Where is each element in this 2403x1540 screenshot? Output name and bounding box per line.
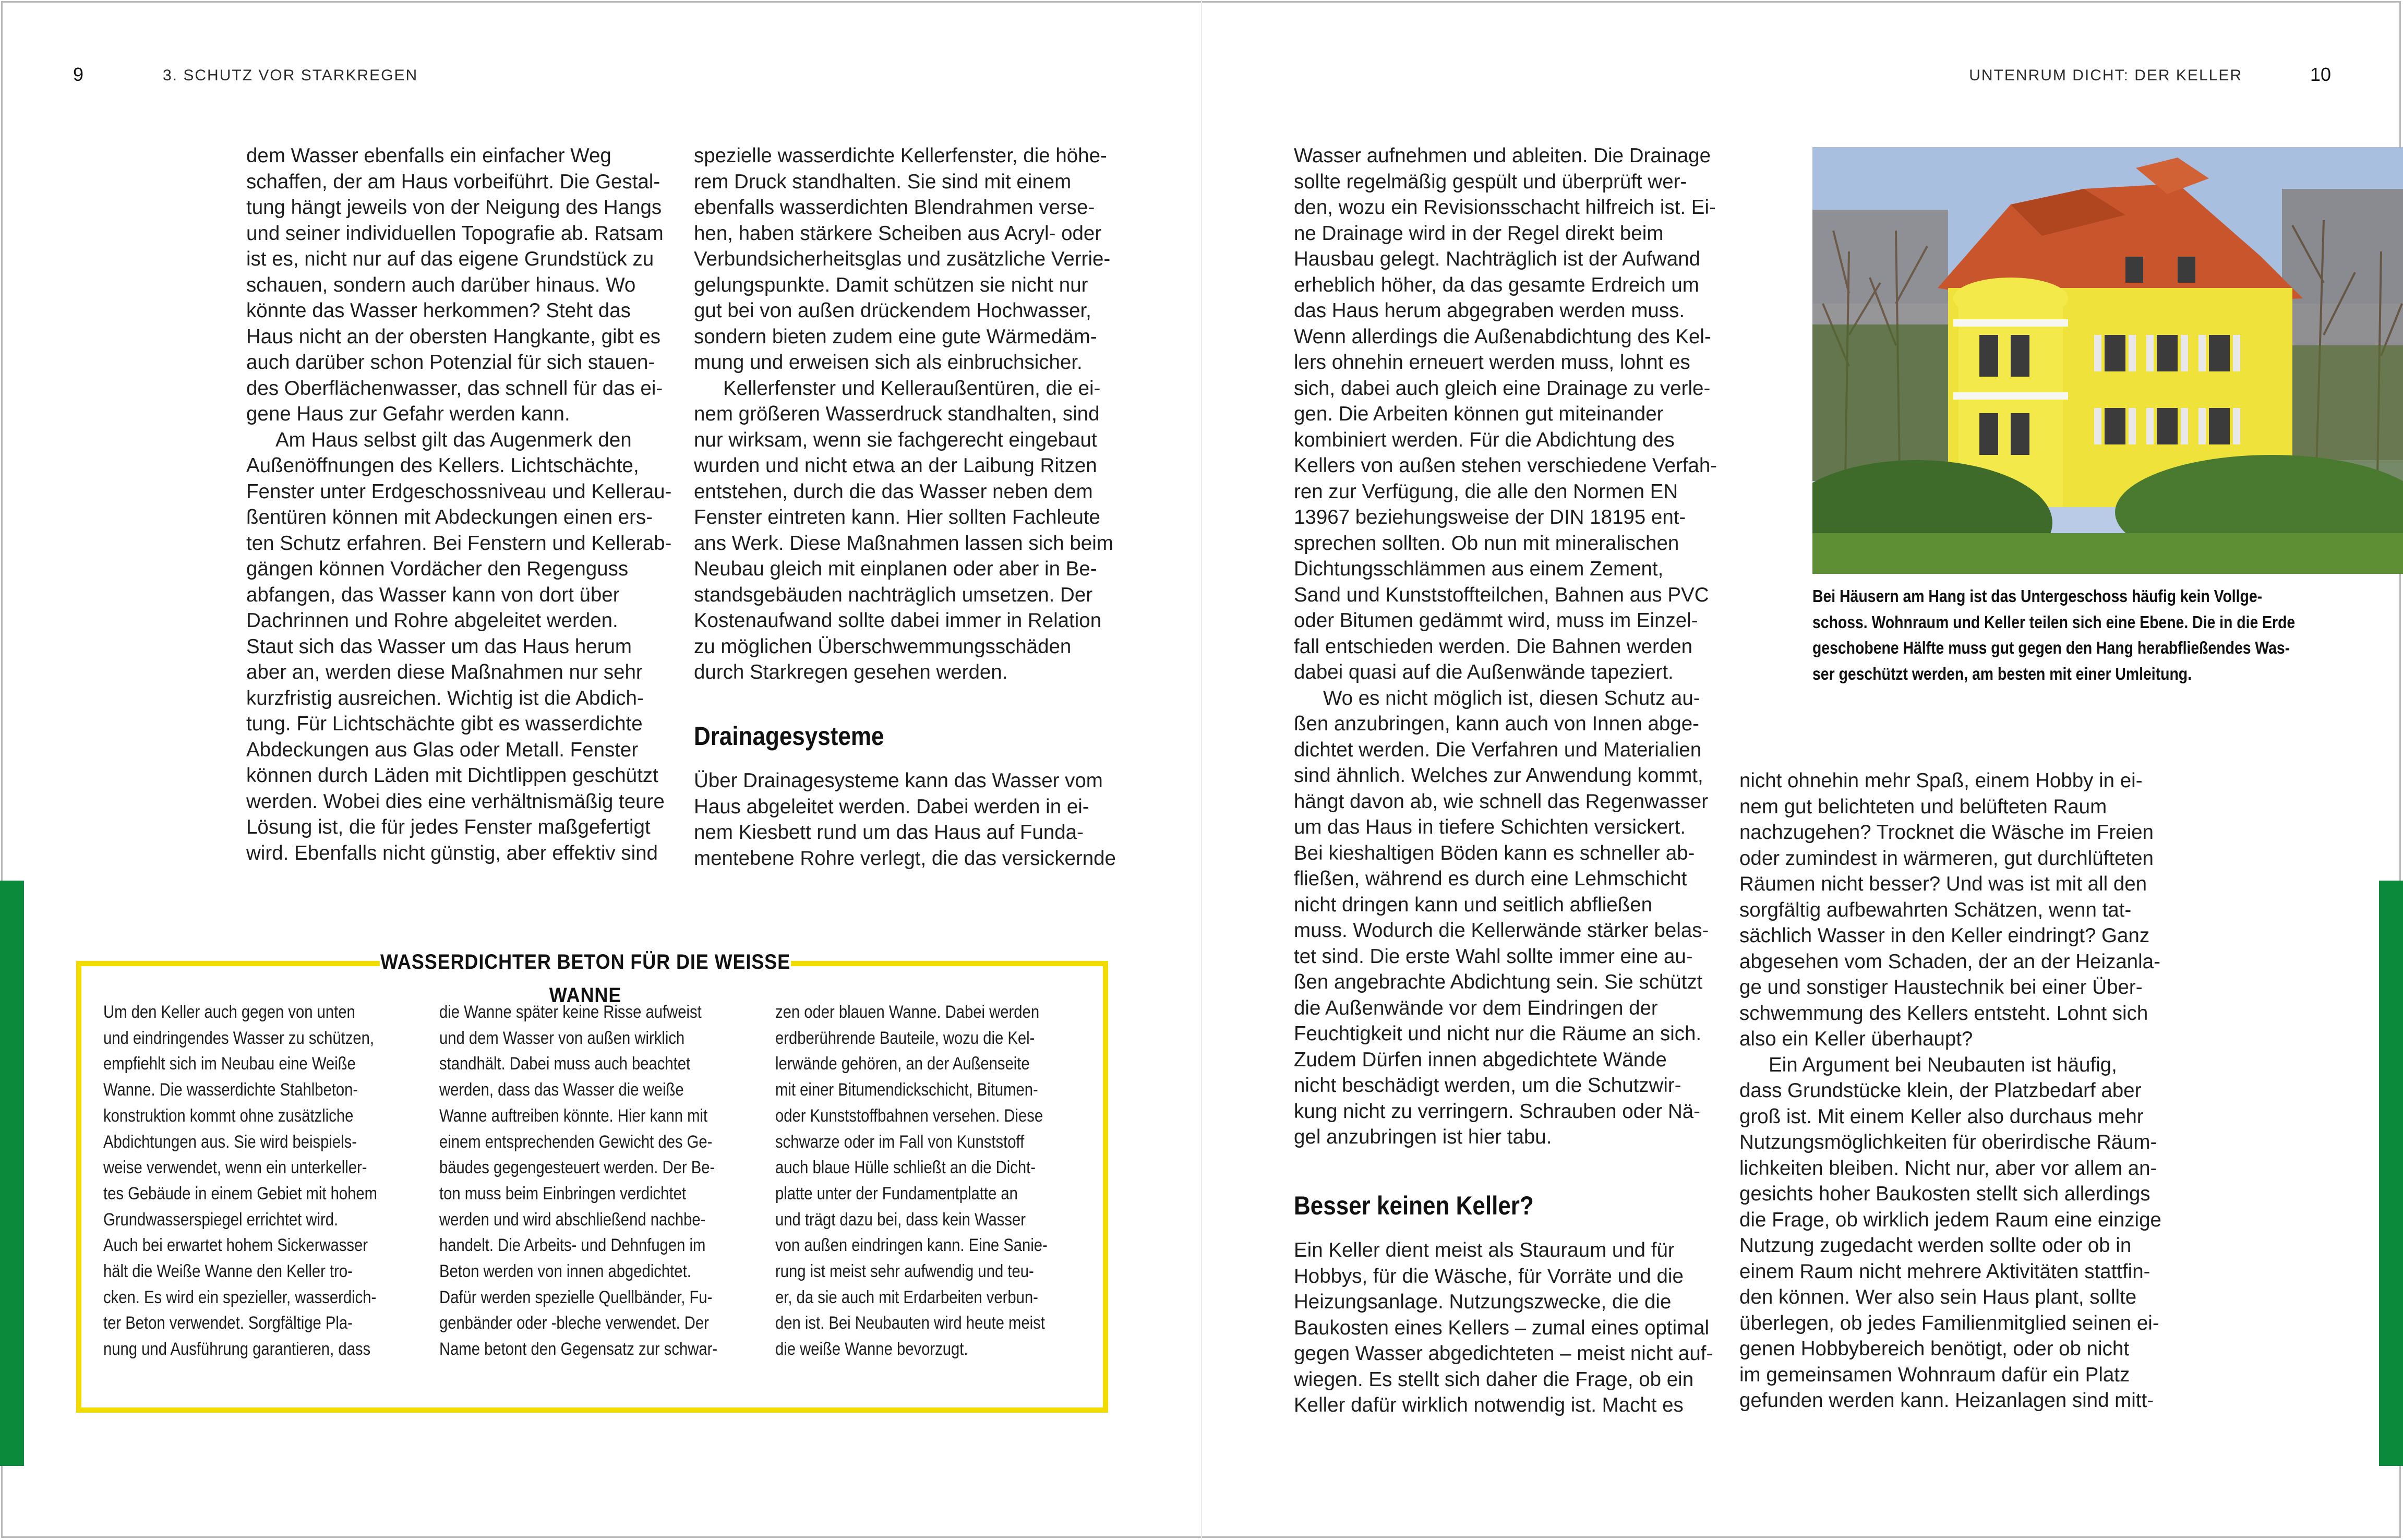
text-line: Bei kieshaltigen Böden kann es schneller ab- (1294, 841, 1695, 864)
text-line: ans Werk. Diese Maßnahmen lassen sich beim (694, 532, 1113, 555)
text-line: von außen eindringen kann. Eine Sanie- (775, 1235, 1048, 1256)
text-line: könnte das Wasser herkommen? Steht das (246, 299, 631, 322)
text-line: also ein Keller überhaupt? (1739, 1028, 1973, 1050)
text-line: die Frage, ob wirklich jedem Raum eine einzige (1739, 1208, 2161, 1231)
text-line: Dachrinnen und Rohre abgeleitet werden. (246, 609, 618, 632)
text-line: lers ohnehin erneuert werden muss, lohnt es (1294, 351, 1690, 374)
text-line: sächlich Wasser in den Keller eindringt? Ganz (1739, 924, 2150, 947)
left-page-column-1 (246, 143, 674, 866)
text-line: hängt davon ab, wie schnell das Regenwasser (1294, 790, 1709, 813)
text-line: Name betont den Gegensatz zur schwar- (439, 1339, 718, 1359)
text-line: ton muss beim Einbringen verdichtet (439, 1183, 686, 1204)
text-line: kung nicht zu verringern. Schrauben oder Nä- (1294, 1100, 1700, 1123)
text-line: nem größeren Wasserdruck standhalten, sind (694, 403, 1100, 425)
text-line: gefunden werden kann. Heizanlagen sind mitt- (1739, 1389, 2154, 1412)
text-line: den, wozu ein Revisionsschacht hilfreich ist. Ei- (1294, 196, 1716, 219)
text-line: die Außenwände vor dem Eindringen der (1294, 996, 1658, 1019)
text-line: Keller dafür wirklich notwendig ist. Macht es (1294, 1394, 1684, 1416)
text-line: hält die Weiße Wanne den Keller tro- (103, 1261, 353, 1282)
text-line: sind ähnlich. Welches zur Anwendung kommt, (1294, 764, 1703, 787)
text-line: zen oder blauen Wanne. Dabei werden (775, 1002, 1040, 1022)
text-line: gen. Die Arbeiten können gut miteinander (1294, 403, 1664, 425)
text-line: auch blaue Hülle schließt an die Dicht- (775, 1158, 1036, 1178)
text-line: Fenster eintreten kann. Hier sollten Fachleute (694, 506, 1100, 528)
text-line: schauen, sondern auch darüber hinaus. Wo (246, 273, 636, 296)
text-line: und eindringendes Wasser zu schützen, (103, 1028, 375, 1048)
left-page-number: 9 (73, 64, 84, 85)
text-line: Ein Keller dient meist als Stauraum und für (1294, 1239, 1675, 1261)
text-line: schwemmung des Kellers entsteht. Lohnt sich (1739, 1002, 2148, 1025)
text-line: erdberührende Bauteile, wozu die Kel- (775, 1028, 1035, 1048)
text-line: kombiniert werden. Für die Abdichtung des (1294, 428, 1675, 451)
text-line: auch darüber schon Potenzial für sich stauen- (246, 351, 655, 374)
text-line: bäudes gegengesteuert werden. Der Be- (439, 1158, 715, 1178)
text-line: werden, dass das Wasser die weiße (439, 1080, 684, 1100)
left-page-column-2-continued (694, 768, 1127, 871)
info-box-column-3 (775, 1000, 1048, 1363)
text-line: entstehen, durch die das Wasser neben dem (694, 480, 1093, 503)
right-page-column-1-continued (1294, 1237, 1732, 1418)
text-line: Fenster unter Erdgeschossniveau und Kellerau- (246, 480, 672, 503)
text-line: einem Raum nicht mehrere Aktivitäten stattfin- (1739, 1260, 2150, 1283)
text-line: Kostenaufwand sollte dabei immer in Relation (694, 609, 1102, 632)
text-line: gut bei von außen drückendem Hochwasser, (694, 299, 1091, 322)
text-line: und dem Wasser von außen wirklich (439, 1028, 685, 1048)
text-line: Hausbau gelegt. Nachträglich ist der Aufwand (1294, 248, 1701, 270)
text-line: Verbundsicherheitsglas und zusätzliche Verrie- (694, 248, 1111, 270)
text-line: ebenfalls wasserdichten Blendrahmen verse- (694, 196, 1095, 219)
text-line: Dichtungsschlämmen aus einem Zement, (1294, 558, 1664, 580)
text-line: Heizungsanlage. Nutzungszwecke, die die (1294, 1291, 1672, 1313)
text-line: schwarze oder im Fall von Kunststoff (775, 1132, 1025, 1152)
text-line: dem Wasser ebenfalls ein einfacher Weg (246, 145, 611, 167)
text-line: ßentüren können mit Abdeckungen einen ers- (246, 506, 653, 528)
text-line: werden. Wobei dies eine verhältnismäßig teure (246, 790, 665, 813)
text-line: cken. Es wird ein spezieller, wasserdich- (103, 1287, 377, 1307)
text-line: nem Kiesbett rund um das Haus auf Funda- (694, 821, 1084, 844)
text-line: nicht ohnehin mehr Spaß, einem Hobby in ei- (1739, 769, 2143, 792)
text-line: lichkeiten bleiben. Nicht nur, aber vor allem an- (1739, 1157, 2157, 1180)
text-line: erheblich höher, da das gesamte Erdreich um (1294, 273, 1699, 296)
text-line: ne Drainage wird in der Regel direkt beim (1294, 222, 1664, 245)
right-page-number: 10 (2310, 64, 2331, 85)
text-line: dabei quasi auf die Außenwände tapeziert. (1294, 661, 1674, 683)
text-line: gene Haus zur Gefahr werden kann. (246, 403, 570, 425)
text-line: ren zur Verfügung, die alle den Normen EN (1294, 480, 1678, 503)
text-line: ter Beton verwendet. Sorgfältige Pla- (103, 1313, 353, 1333)
text-line: die Wanne später keine Risse aufweist (439, 1002, 702, 1022)
left-page-column-2 (694, 143, 1127, 685)
text-line: und seiner individuellen Topografie ab. Ratsam (246, 222, 664, 245)
text-line: ßen angebrachte Abdichtung sein. Sie schützt (1294, 971, 1703, 993)
text-line: Am Haus selbst gilt das Augenmerk den (275, 428, 632, 451)
text-line: ge und sonstiger Haustechnik bei einer Über- (1739, 976, 2143, 998)
text-line: gesichts hoher Baukosten stellt sich allerdings (1739, 1183, 2150, 1205)
text-line: des Oberflächenwasser, das schnell für das ei- (246, 377, 663, 400)
text-line: Kellerfenster und Kelleraußentüren, die ei- (723, 377, 1101, 400)
text-line: weise verwendet, wenn ein unterkeller- (103, 1158, 367, 1178)
text-line: gelungspunkte. Damit schützen sie nicht nur (694, 273, 1088, 296)
text-line: schaffen, der am Haus vorbeiführt. Die Gestal- (246, 170, 660, 193)
text-line: mentebene Rohre verlegt, die das versickernde (694, 847, 1116, 870)
text-line: ßen anzubringen, kann auch von Innen abge- (1294, 713, 1699, 735)
text-line: fließen, während es durch eine Lehmschicht (1294, 868, 1687, 890)
text-line: Wasser aufnehmen und ableiten. Die Drainage (1294, 145, 1711, 167)
text-line: aber an, werden diese Maßnahmen nur sehr (246, 661, 643, 683)
text-line: Kellers von außen stehen verschiedene Verfah- (1294, 454, 1717, 477)
text-line: mung und erweisen sich als einbruchsicher. (694, 351, 1083, 374)
text-line: wurden und nicht etwa an der Laibung Ritzen (694, 454, 1097, 477)
text-line: genen Hobbybereich benötigt, oder ob nicht (1739, 1338, 2130, 1360)
text-line: gel anzubringen ist hier tabu. (1294, 1126, 1552, 1148)
text-line: oder Bitumen gedämmt wird, muss im Einzel- (1294, 609, 1698, 632)
text-line: Lösung ist, die für jedes Fenster maßgefertigt (246, 816, 651, 838)
heading-drainagesysteme: Drainagesysteme (694, 721, 884, 751)
text-line: Haus abgeleitet werden. Dabei werden in ei- (694, 795, 1089, 818)
text-line: platte unter der Fundamentplatte an (775, 1183, 1018, 1204)
text-line: zu möglichen Überschwemmungsschäden (694, 635, 1072, 658)
text-line: hen, haben stärkere Scheiben aus Acryl- oder (694, 222, 1102, 245)
text-line: Um den Keller auch gegen von unten (103, 1002, 355, 1022)
text-line: sondern bieten zudem eine gute Wärmedäm- (694, 325, 1097, 348)
text-line: groß ist. Mit einem Keller also durchaus mehr (1739, 1105, 2144, 1128)
text-line: Dafür werden spezielle Quellbänder, Fu- (439, 1287, 713, 1307)
text-line: sich, dabei auch gleich eine Drainage zu verle- (1294, 377, 1711, 400)
photo-caption (1812, 583, 2297, 687)
text-line: konstruktion kommt ohne zusätzliche (103, 1105, 354, 1126)
text-line: Wanne auftreiben könnte. Hier kann mit (439, 1105, 708, 1126)
text-line: sorgfältig aufbewahrten Schätzen, wenn tat- (1739, 898, 2132, 921)
text-line: 13967 beziehungsweise der DIN 18195 ent- (1294, 506, 1686, 528)
text-line: überlegen, ob jedes Familienmitglied seinen ei- (1739, 1312, 2159, 1334)
text-line: standhält. Dabei muss auch beachtet (439, 1054, 691, 1074)
text-line: dichtet werden. Die Verfahren und Materialien (1294, 738, 1702, 761)
text-line: geschobene Hälfte muss gut gegen den Hang herabfließendes Was- (1812, 638, 2290, 658)
text-line: Beton werden von innen abgedichtet. (439, 1261, 691, 1282)
text-line: sollte regelmäßig gespült und überprüft wer- (1294, 170, 1687, 193)
text-line: empfiehlt sich im Neubau eine Weiße (103, 1054, 356, 1074)
text-line: kurzfristig ausreichen. Wichtig ist die Abdich- (246, 687, 644, 709)
text-line: das Haus herum abgegraben werden muss. (1294, 299, 1685, 322)
text-line: schoss. Wohnraum und Keller teilen sich eine Ebene. Die in die Erde (1812, 612, 2296, 632)
right-green-edge-bar (2379, 881, 2403, 1466)
right-page-column-2 (1739, 768, 2183, 1414)
text-line: nicht beschädigt werden, um die Schutzwir- (1294, 1074, 1681, 1097)
text-line: nachzugehen? Trocknet die Wäsche im Freien (1739, 821, 2154, 844)
text-line: mit einer Bitumendickschicht, Bitumen- (775, 1080, 1038, 1100)
text-line: Bei Häusern am Hang ist das Untergeschoss häufig kein Vollge- (1812, 586, 2263, 606)
text-line: Auch bei erwartet hohem Sickerwasser (103, 1235, 368, 1256)
text-line: standsgebäuden nachträglich umsetzen. Der (694, 583, 1093, 606)
text-line: Sand und Kunststoffteilchen, Bahnen aus PVC (1294, 583, 1709, 606)
text-line: den können. Wer also sein Haus plant, sollte (1739, 1286, 2137, 1308)
text-line: tet sind. Die erste Wahl sollte immer eine au- (1294, 945, 1693, 968)
text-line: handelt. Die Arbeits- und Dehnfugen im (439, 1235, 706, 1256)
text-line: nem gut belichteten und belüfteten Raum (1739, 795, 2107, 818)
text-line: tung. Für Lichtschächte gibt es wasserdichte (246, 713, 643, 735)
text-line: rem Druck standhalten. Sie sind mit einem (694, 170, 1072, 193)
info-box-column-1 (103, 1000, 377, 1363)
text-line: Wo es nicht möglich ist, diesen Schutz au- (1323, 687, 1700, 709)
text-line: Hobbys, für die Wäsche, für Vorräte und die (1294, 1265, 1684, 1288)
text-line: Räumen nicht besser? Und was ist mit all den (1739, 873, 2147, 895)
text-line: dass Grundstücke klein, der Platzbedarf aber (1739, 1079, 2142, 1102)
text-line: nung und Ausführung garantieren, dass (103, 1339, 371, 1359)
text-line: sprechen sollten. Ob nun mit mineralischen (1294, 532, 1679, 555)
text-line: um das Haus in tiefere Schichten versickert. (1294, 816, 1686, 838)
text-line: Grundwasserspiegel errichtet wird. (103, 1209, 339, 1230)
text-line: wiegen. Es stellt sich daher die Frage, ob ein (1294, 1368, 1694, 1391)
text-line: Nutzungsmöglichkeiten für oberirdische Räum- (1739, 1131, 2157, 1153)
text-line: lerwände gehören, an der Außenseite (775, 1054, 1030, 1074)
text-line: nur wirksam, wenn sie fachgerecht eingebaut (694, 428, 1097, 451)
text-line: abgesehen vom Schaden, der an der Heizanla- (1739, 950, 2160, 973)
text-line: gängen können Vordächer den Regenguss (246, 558, 629, 580)
text-line: Ein Argument bei Neubauten ist häufig, (1769, 1053, 2117, 1076)
text-line: ten Schutz erfahren. Bei Fenstern und Kellerab- (246, 532, 672, 555)
text-line: gegen Wasser abgedichteten – meist nicht auf- (1294, 1342, 1713, 1365)
text-line: einem entsprechenden Gewicht des Ge- (439, 1132, 713, 1152)
house-illustration (1812, 147, 2403, 574)
text-line: die weiße Wanne bevorzugt. (775, 1339, 968, 1359)
text-line: können durch Läden mit Dichtlippen geschützt (246, 764, 658, 787)
text-line: und trägt dazu bei, dass kein Wasser (775, 1209, 1026, 1230)
text-line: ser geschützt werden, am besten mit einer Umleitung. (1812, 664, 2192, 684)
text-line: Neubau gleich mit einplanen oder aber in Be- (694, 558, 1097, 580)
text-line: durch Starkregen gesehen werden. (694, 661, 1008, 683)
text-line: wird. Ebenfalls nicht günstig, aber effektiv sind (246, 841, 658, 864)
text-line: ist es, nicht nur auf das eigene Grundstück zu (246, 248, 654, 270)
text-line: tes Gebäude in einem Gebiet mit hohem (103, 1183, 378, 1204)
left-green-edge-bar (0, 881, 24, 1466)
page-gutter (1201, 0, 1202, 1540)
text-line: oder Kunststoffbahnen versehen. Diese (775, 1105, 1043, 1126)
text-line: Staut sich das Wasser um das Haus herum (246, 635, 632, 658)
right-running-head: UNTENRUM DICHT: DER KELLER (1969, 67, 2242, 84)
text-line: Über Drainagesysteme kann das Wasser vom (694, 769, 1103, 792)
text-line: fall entschieden werden. Die Bahnen werden (1294, 635, 1693, 658)
text-line: im gemeinsamen Wohnraum dafür ein Platz (1739, 1363, 2130, 1386)
text-line: Wenn allerdings die Außenabdichtung des Kel- (1294, 325, 1711, 348)
text-line: spezielle wasserdichte Kellerfenster, die höhe- (694, 145, 1107, 167)
house-on-hillside-photo (1812, 147, 2403, 574)
text-line: Abdeckungen aus Glas oder Metall. Fenster (246, 738, 639, 761)
text-line: den ist. Bei Neubauten wird heute meist (775, 1313, 1045, 1333)
text-line: Zudem Dürfen innen abgedichtete Wände (1294, 1048, 1667, 1071)
text-line: Abdichtungen aus. Sie wird beispiels- (103, 1132, 357, 1152)
text-line: rung ist meist sehr aufwendig und teu- (775, 1261, 1034, 1282)
text-line: Nutzung zugedacht werden sollte oder ob in (1739, 1234, 2132, 1257)
text-line: tung hängt jeweils von der Neigung des Hangs (246, 196, 662, 219)
text-line: er, da sie auch mit Erdarbeiten verbun- (775, 1287, 1038, 1307)
text-line: Feuchtigkeit und nicht nur die Räume an sich. (1294, 1022, 1702, 1045)
text-line: werden und wird abschließend nachbe- (439, 1209, 706, 1230)
text-line: Außenöffnungen des Kellers. Lichtschächte, (246, 454, 639, 477)
text-line: nicht dringen kann und seitlich abfließen (1294, 893, 1653, 916)
info-box-title: WASSERDICHTER BETON FÜR DIE WEISSE WANNE (380, 945, 791, 1012)
text-line: oder zumindest in wärmeren, gut durchlüfteten (1739, 847, 2154, 870)
text-line: Haus nicht an der obersten Hangkante, gibt es (246, 325, 661, 348)
text-line: Wanne. Die wasserdichte Stahlbeton- (103, 1080, 358, 1100)
text-line: abfangen, das Wasser kann von dort über (246, 583, 620, 606)
text-line: Baukosten eines Kellers – zumal eines optimal (1294, 1316, 1710, 1339)
info-box-column-2 (439, 1000, 717, 1363)
text-line: genbänder oder -bleche verwendet. Der (439, 1313, 709, 1333)
right-page-column-1 (1294, 143, 1732, 1150)
heading-besser-keinen-keller: Besser keinen Keller? (1294, 1191, 1534, 1220)
left-running-head: 3. SCHUTZ VOR STARKREGEN (163, 67, 418, 84)
text-line: muss. Wodurch die Kellerwände stärker belas- (1294, 919, 1709, 942)
